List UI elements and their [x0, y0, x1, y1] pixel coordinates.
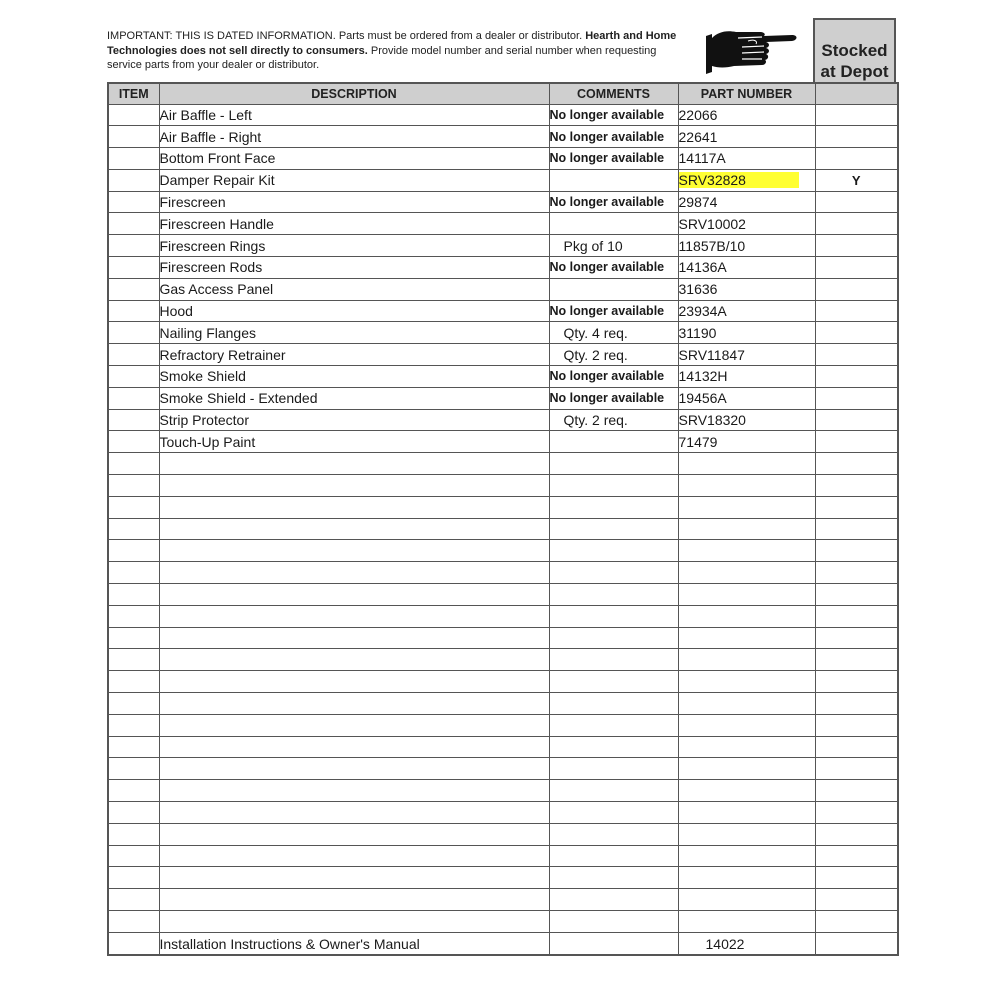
comments-cell	[549, 867, 678, 889]
description-cell	[159, 736, 549, 758]
depot-cell	[815, 322, 898, 344]
item-cell	[108, 431, 159, 453]
table-row	[108, 126, 898, 148]
item-cell	[108, 584, 159, 606]
depot-cell	[815, 104, 898, 126]
description-cell: Firescreen	[159, 191, 549, 213]
table-row	[108, 584, 898, 606]
item-column-header: ITEM	[108, 83, 159, 104]
depot-cell: Y	[815, 169, 898, 191]
item-cell	[108, 540, 159, 562]
comments-cell	[549, 278, 678, 300]
table-row	[108, 496, 898, 518]
comments-cell	[549, 693, 678, 715]
table-row	[108, 475, 898, 497]
depot-cell	[815, 278, 898, 300]
item-cell	[108, 714, 159, 736]
part-number-cell: 14022	[678, 932, 815, 955]
part-number-cell	[678, 518, 815, 540]
depot-cell	[815, 736, 898, 758]
description-cell	[159, 758, 549, 780]
table-row	[108, 344, 898, 366]
table-row	[108, 649, 898, 671]
item-cell	[108, 169, 159, 191]
description-cell	[159, 889, 549, 911]
description-cell	[159, 496, 549, 518]
item-cell	[108, 867, 159, 889]
depot-cell	[815, 453, 898, 475]
comments-cell: Qty. 2 req.	[549, 344, 678, 366]
item-cell	[108, 910, 159, 932]
comments-cell	[549, 649, 678, 671]
description-cell: Nailing Flanges	[159, 322, 549, 344]
description-cell	[159, 475, 549, 497]
part-number-cell: 31190	[678, 322, 815, 344]
part-number-cell	[678, 496, 815, 518]
part-number-cell	[678, 845, 815, 867]
comments-cell	[549, 910, 678, 932]
depot-cell	[815, 235, 898, 257]
part-number-cell: 22641	[678, 126, 815, 148]
table-row	[108, 235, 898, 257]
description-cell	[159, 845, 549, 867]
pointing-hand-icon	[704, 26, 800, 76]
table-row	[108, 387, 898, 409]
item-cell	[108, 475, 159, 497]
description-cell	[159, 671, 549, 693]
item-cell	[108, 627, 159, 649]
item-cell	[108, 453, 159, 475]
comments-cell	[549, 605, 678, 627]
comments-cell: Qty. 4 req.	[549, 322, 678, 344]
comments-cell	[549, 169, 678, 191]
table-row	[108, 802, 898, 824]
comments-cell	[549, 562, 678, 584]
item-cell	[108, 736, 159, 758]
comments-cell	[549, 584, 678, 606]
depot-cell	[815, 605, 898, 627]
part-number-cell: SRV18320	[678, 409, 815, 431]
part-number-cell: 14136A	[678, 257, 815, 279]
part-number-cell: SRV11847	[678, 344, 815, 366]
description-cell	[159, 584, 549, 606]
part-number-cell	[678, 584, 815, 606]
item-cell	[108, 409, 159, 431]
description-cell: Firescreen Rods	[159, 257, 549, 279]
comments-cell: No longer available	[549, 257, 678, 279]
depot-cell	[815, 126, 898, 148]
description-cell: Bottom Front Face	[159, 148, 549, 170]
depot-cell	[815, 213, 898, 235]
comments-cell	[549, 496, 678, 518]
item-cell	[108, 780, 159, 802]
comments-cell	[549, 627, 678, 649]
item-cell	[108, 300, 159, 322]
comments-cell	[549, 213, 678, 235]
comments-cell	[549, 758, 678, 780]
description-cell	[159, 823, 549, 845]
table-row	[108, 169, 898, 191]
depot-cell	[815, 780, 898, 802]
part-number-cell: 11857B/10	[678, 235, 815, 257]
part-number-cell	[678, 562, 815, 584]
description-cell	[159, 518, 549, 540]
comments-column-header: COMMENTS	[549, 83, 678, 104]
item-cell	[108, 758, 159, 780]
part-number-cell	[678, 889, 815, 911]
table-row	[108, 409, 898, 431]
description-cell: Air Baffle - Right	[159, 126, 549, 148]
description-cell: Smoke Shield - Extended	[159, 387, 549, 409]
notice-bold-text: Hearth and Home Technologies does not sell directly to consumers.	[107, 30, 677, 57]
depot-cell	[815, 714, 898, 736]
table-row	[108, 714, 898, 736]
table-row	[108, 257, 898, 279]
part-number-cell	[678, 649, 815, 671]
comments-cell	[549, 518, 678, 540]
item-cell	[108, 191, 159, 213]
table-row	[108, 518, 898, 540]
stocked-at-depot-header: Stocked at Depot	[813, 18, 896, 103]
item-cell	[108, 126, 159, 148]
depot-column-header	[815, 83, 898, 104]
item-cell	[108, 823, 159, 845]
part-number-cell	[678, 780, 815, 802]
table-row	[108, 736, 898, 758]
depot-cell	[815, 257, 898, 279]
depot-cell	[815, 496, 898, 518]
item-cell	[108, 104, 159, 126]
part-number-cell	[678, 758, 815, 780]
comments-cell	[549, 453, 678, 475]
item-cell	[108, 562, 159, 584]
item-cell	[108, 802, 159, 824]
depot-cell	[815, 910, 898, 932]
item-cell	[108, 605, 159, 627]
depot-cell	[815, 540, 898, 562]
item-cell	[108, 257, 159, 279]
part-number-cell: 29874	[678, 191, 815, 213]
comments-cell	[549, 475, 678, 497]
depot-cell	[815, 409, 898, 431]
comments-cell: No longer available	[549, 366, 678, 388]
part-number-cell: 14117A	[678, 148, 815, 170]
item-cell	[108, 693, 159, 715]
item-cell	[108, 235, 159, 257]
comments-cell: No longer available	[549, 126, 678, 148]
item-cell	[108, 932, 159, 955]
table-row	[108, 627, 898, 649]
table-row	[108, 540, 898, 562]
part-number-cell: SRV10002	[678, 213, 815, 235]
comments-cell: No longer available	[549, 300, 678, 322]
description-cell: Firescreen Rings	[159, 235, 549, 257]
table-header-row	[108, 83, 898, 104]
part-number-cell	[678, 736, 815, 758]
depot-cell	[815, 889, 898, 911]
comments-cell	[549, 431, 678, 453]
table-row	[108, 104, 898, 126]
depot-cell	[815, 366, 898, 388]
comments-cell	[549, 802, 678, 824]
table-row	[108, 845, 898, 867]
depot-cell	[815, 518, 898, 540]
depot-cell	[815, 627, 898, 649]
part-number-cell	[678, 910, 815, 932]
item-cell	[108, 148, 159, 170]
depot-cell	[815, 802, 898, 824]
table-row	[108, 322, 898, 344]
notice-text: IMPORTANT: THIS IS DATED INFORMATION. Parts must be ordered from a dealer or distributor.	[107, 30, 586, 42]
description-cell	[159, 453, 549, 475]
comments-cell	[549, 823, 678, 845]
depot-cell	[815, 823, 898, 845]
depot-cell	[815, 671, 898, 693]
part-number-cell: 31636	[678, 278, 815, 300]
description-cell	[159, 802, 549, 824]
table-row	[108, 453, 898, 475]
depot-cell	[815, 344, 898, 366]
comments-cell	[549, 932, 678, 955]
item-cell	[108, 322, 159, 344]
description-cell: Installation Instructions & Owner's Manual	[159, 932, 549, 955]
part-number-cell	[678, 453, 815, 475]
depot-cell	[815, 148, 898, 170]
description-cell: Touch-Up Paint	[159, 431, 549, 453]
table-row	[108, 300, 898, 322]
depot-cell	[815, 191, 898, 213]
depot-cell	[815, 932, 898, 955]
description-cell	[159, 780, 549, 802]
item-cell	[108, 387, 159, 409]
depot-cell	[815, 758, 898, 780]
comments-cell: No longer available	[549, 148, 678, 170]
description-column-header: DESCRIPTION	[159, 83, 549, 104]
table-row	[108, 213, 898, 235]
comments-cell: Pkg of 10	[549, 235, 678, 257]
part-number-cell: 71479	[678, 431, 815, 453]
comments-cell	[549, 780, 678, 802]
table-row	[108, 932, 898, 955]
item-cell	[108, 671, 159, 693]
description-cell	[159, 605, 549, 627]
description-cell	[159, 562, 549, 584]
table-row	[108, 562, 898, 584]
part-number-cell: SRV32828	[678, 169, 815, 191]
table-row	[108, 366, 898, 388]
comments-cell: Qty. 2 req.	[549, 409, 678, 431]
part-number-cell	[678, 823, 815, 845]
comments-cell	[549, 671, 678, 693]
part-number-cell	[678, 802, 815, 824]
description-cell	[159, 693, 549, 715]
comments-cell: No longer available	[549, 387, 678, 409]
depot-cell	[815, 387, 898, 409]
depot-cell	[815, 431, 898, 453]
description-cell: Hood	[159, 300, 549, 322]
item-cell	[108, 649, 159, 671]
table-row	[108, 823, 898, 845]
item-cell	[108, 278, 159, 300]
comments-cell	[549, 714, 678, 736]
depot-cell	[815, 475, 898, 497]
part-number-cell: 23934A	[678, 300, 815, 322]
table-row	[108, 867, 898, 889]
description-cell: Damper Repair Kit	[159, 169, 549, 191]
parts-table-body	[108, 104, 898, 955]
part-number-column-header: PART NUMBER	[678, 83, 815, 104]
part-number-cell	[678, 714, 815, 736]
part-number-cell	[678, 627, 815, 649]
table-row	[108, 780, 898, 802]
description-cell: Refractory Retrainer	[159, 344, 549, 366]
description-cell	[159, 627, 549, 649]
depot-cell	[815, 300, 898, 322]
comments-cell: No longer available	[549, 104, 678, 126]
notice-text-cont: Provide model number and serial number when requesting service parts from your dealer or distributor.	[107, 44, 657, 71]
table-row	[108, 431, 898, 453]
depot-cell	[815, 867, 898, 889]
item-cell	[108, 344, 159, 366]
part-number-cell	[678, 540, 815, 562]
table-row	[108, 910, 898, 932]
comments-cell: No longer available	[549, 191, 678, 213]
description-cell	[159, 867, 549, 889]
comments-cell	[549, 736, 678, 758]
comments-cell	[549, 540, 678, 562]
part-number-cell	[678, 605, 815, 627]
table-row	[108, 693, 898, 715]
depot-cell	[815, 649, 898, 671]
item-cell	[108, 889, 159, 911]
dated-information-notice	[107, 29, 687, 73]
part-number-cell	[678, 867, 815, 889]
description-cell	[159, 910, 549, 932]
part-number-cell: 22066	[678, 104, 815, 126]
depot-cell	[815, 562, 898, 584]
depot-cell	[815, 845, 898, 867]
description-cell	[159, 714, 549, 736]
part-number-cell: 14132H	[678, 366, 815, 388]
parts-table	[107, 82, 899, 956]
description-cell: Smoke Shield	[159, 366, 549, 388]
table-row	[108, 889, 898, 911]
item-cell	[108, 496, 159, 518]
table-row	[108, 671, 898, 693]
depot-cell	[815, 584, 898, 606]
table-row	[108, 191, 898, 213]
part-number-cell: 19456A	[678, 387, 815, 409]
depot-cell	[815, 693, 898, 715]
part-number-cell	[678, 693, 815, 715]
description-cell: Firescreen Handle	[159, 213, 549, 235]
description-cell: Gas Access Panel	[159, 278, 549, 300]
item-cell	[108, 213, 159, 235]
description-cell: Strip Protector	[159, 409, 549, 431]
part-number-cell	[678, 475, 815, 497]
item-cell	[108, 366, 159, 388]
description-cell	[159, 540, 549, 562]
comments-cell	[549, 889, 678, 911]
description-cell	[159, 649, 549, 671]
comments-cell	[549, 845, 678, 867]
table-row	[108, 148, 898, 170]
item-cell	[108, 518, 159, 540]
table-row	[108, 278, 898, 300]
description-cell: Air Baffle - Left	[159, 104, 549, 126]
item-cell	[108, 845, 159, 867]
table-row	[108, 605, 898, 627]
table-row	[108, 758, 898, 780]
part-number-cell	[678, 671, 815, 693]
